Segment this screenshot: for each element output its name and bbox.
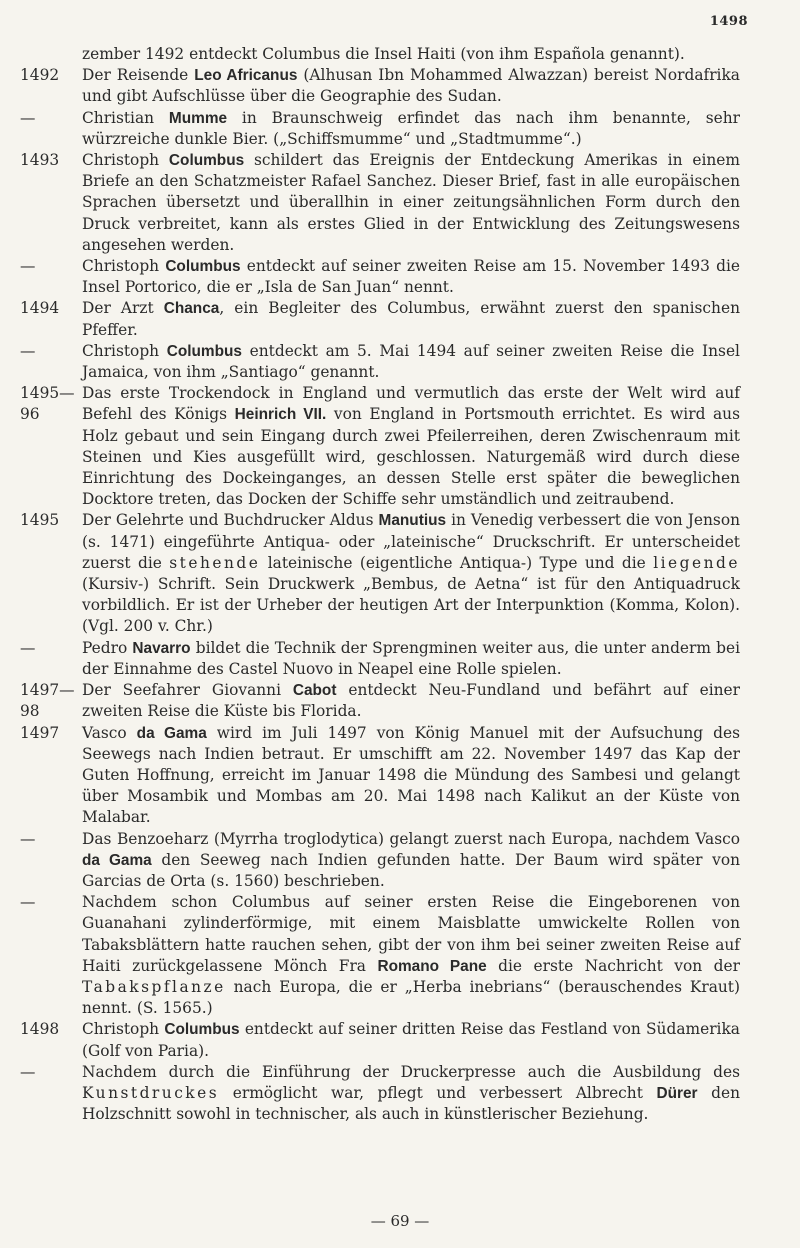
entry-text: Der Arzt Chanca, ein Begleiter des Columbus, erwähnt zuerst den spanischen Pfeffer.: [82, 299, 740, 339]
emphasis-text: liegende: [653, 553, 740, 572]
entry: [20, 108, 740, 150]
entry-text: Pedro Navarro bildet die Technik der Sprengminen weiter aus, die unter anderm bei der Einnahme des Castel Nuovo in Neapel eine Rolle spielen.: [82, 638, 741, 678]
entry-year: —: [20, 829, 36, 848]
person-name: Manutius: [378, 512, 447, 530]
entry: [20, 680, 740, 722]
entry-text: Christoph Columbus schildert das Ereignis der Entdeckung Amerikas in einem Briefe an den Schatzmeister Rafael Sanchez. Dieser Brief, fast in alle europäischen Sprachen übersetzt und überallhin in einer zeitungsähnlichen Form durch den Druck verbreitet, kann als erstes Glied in der Entwicklung des Zeitungswesens angesehen werden.: [82, 151, 740, 254]
person-name: Dürer: [656, 1084, 698, 1102]
entry: [20, 638, 740, 680]
emphasis-text: Tabakspflanze: [82, 977, 226, 996]
entry-year: 1498: [20, 1020, 60, 1039]
entry: [20, 723, 740, 829]
person-name: Chanca: [163, 300, 220, 318]
entry: [20, 1019, 740, 1061]
entry-year: —: [20, 108, 36, 127]
entry-year: 1493: [20, 151, 60, 170]
entry-text: Der Reisende Leo Africanus (Alhusan Ibn Mohammed Alwazzan) bereist Nordafrika und gibt Aufschlüsse über die Geographie des Sudan.: [82, 66, 740, 106]
entry-year: 1492: [20, 66, 60, 85]
entry-year: —: [20, 341, 36, 360]
entry: [20, 256, 740, 298]
entry-text: Christoph Columbus entdeckt auf seiner zweiten Reise am 15. November 1493 die Insel Portorico, die er „Isla de San Juan“ nennt.: [82, 257, 740, 297]
entry: [20, 829, 740, 893]
entry: [20, 510, 740, 637]
entry-year: 1494: [20, 299, 60, 318]
entry: [20, 1062, 740, 1126]
person-name: Cabot: [292, 682, 337, 700]
entry: [20, 892, 740, 1019]
chronology-list: [20, 44, 740, 1125]
page-header-year: 1498: [709, 14, 748, 29]
entry-year: 1495—96: [20, 384, 75, 424]
person-name: da Gama: [82, 851, 152, 869]
entry-text: Nachdem schon Columbus auf seiner ersten Reise die Eingeborenen von Guanahani zylinderförmige, mit einem Maisblatte umwickelte Rollen von Tabaksblättern hatte rauchen sehen, gibt der von ihm bei seiner zweiten Reise auf Haiti zurückgelassene Mönch Fra Romano Pane die erste Nachricht von der Tabakspflanze nach Europa, die er „Herba inebrians“ (berauschendes Kraut) nennt. (S. 1565.): [82, 893, 740, 1018]
entry-text: Der Gelehrte und Buchdrucker Aldus Manutius in Venedig verbessert die von Jenson (s. 1471) eingeführte Antiqua- oder „lateinische“ Druckschrift. Er unterscheidet zuerst die stehende lateinische (eigentliche Antiqua-) Type und die liegende (Kursiv-) Schrift. Sein Druckwerk „Bembus, de Aetna“ ist für den Antiquadruck vorbildlich. Er ist der Urheber der heutigen Art der Interpunktion (Komma, Kolon). (Vgl. 200 v. Chr.): [82, 511, 740, 636]
entry-text: zember 1492 entdeckt Columbus die Insel Haiti (von ihm Española genannt).: [82, 45, 685, 63]
entry-text: Vasco da Gama wird im Juli 1497 von König Manuel mit der Aufsuchung des Seewegs nach Indien betraut. Er umschifft am 22. November 1497 das Kap der Guten Hoffnung, erreicht im Januar 1498 die Mündung des Sambesi und gelangt über Mosambik und Mombas am 20. Mai 1498 nach Kalikut an der Küste von Malabar.: [82, 723, 740, 827]
person-name: da Gama: [136, 724, 207, 742]
entry-text: Christoph Columbus entdeckt am 5. Mai 1494 auf seiner zweiten Reise die Insel Jamaica, von ihm „Santiago“ genannt.: [82, 341, 740, 382]
entry-text: Das Benzoeharz (Myrrha troglodytica) gelangt zuerst nach Europa, nachdem Vasco da Gama den Seeweg nach Indien gefunden hatte. Der Baum wird später von Garcias de Orta (s. 1560) beschrieben.: [82, 829, 740, 890]
entry-year: —: [20, 638, 36, 657]
entry: [20, 383, 740, 510]
emphasis-text: Kunstdruckes: [82, 1083, 220, 1102]
entry-year: 1495: [20, 511, 60, 530]
entry-year: 1497—98: [20, 681, 75, 721]
emphasis-text: stehende: [169, 553, 261, 572]
entry-text: Der Seefahrer Giovanni Cabot entdeckt Neu-Fundland und befährt auf einer zweiten Reise die Küste bis Florida.: [82, 681, 740, 721]
entry-text: Christoph Columbus entdeckt auf seiner dritten Reise das Festland von Südamerika (Golf von Paria).: [82, 1020, 740, 1060]
entry: [82, 44, 740, 65]
entry: [20, 298, 740, 340]
page-number: — 69 —: [370, 1212, 430, 1230]
person-name: Columbus: [168, 152, 245, 170]
person-name: Columbus: [165, 258, 241, 276]
person-name: Leo Africanus: [194, 67, 298, 85]
entry-text: Das erste Trockendock in England und vermutlich das erste der Welt wird auf Befehl des Königs Heinrich VII. von England in Portsmouth errichtet. Es wird aus Holz gebaut und sein Eingang durch zwei Pfeilerreihen, deren Zwischenraum mit Steinen und Kies ausgefüllt wird, geschlossen. Naturgemäß wird durch diese Einrichtung des Dockeinganges, an dessen Stelle erst später die beweglichen Docktore treten, das Docken der Schiffe sehr umständlich und zeitraubend.: [82, 384, 740, 509]
person-name: Columbus: [166, 342, 242, 360]
person-name: Columbus: [164, 1021, 240, 1039]
entry: [20, 341, 740, 383]
person-name: Romano Pane: [377, 957, 487, 975]
entry-text: Nachdem durch die Einführung der Druckerpresse auch die Ausbildung des Kunstdruckes ermöglicht war, pflegt und verbessert Albrecht Dürer den Holzschnitt sowohl in technischer, als auch in künstlerischer Beziehung.: [82, 1062, 741, 1124]
entry: [20, 65, 740, 107]
entry-year: —: [20, 1062, 36, 1081]
entry-year: —: [20, 257, 36, 276]
person-name: Heinrich VII.: [234, 406, 327, 424]
entry-year: 1497: [20, 723, 60, 742]
person-name: Mumme: [168, 109, 228, 127]
entry: [20, 150, 740, 256]
person-name: Navarro: [132, 639, 191, 657]
entry-text: Christian Mumme in Braunschweig erfindet das nach ihm benannte, sehr würzreiche dunkle Bier. („Schiffsmumme“ und „Stadtmumme“.): [82, 108, 740, 148]
entry-year: —: [20, 893, 36, 912]
